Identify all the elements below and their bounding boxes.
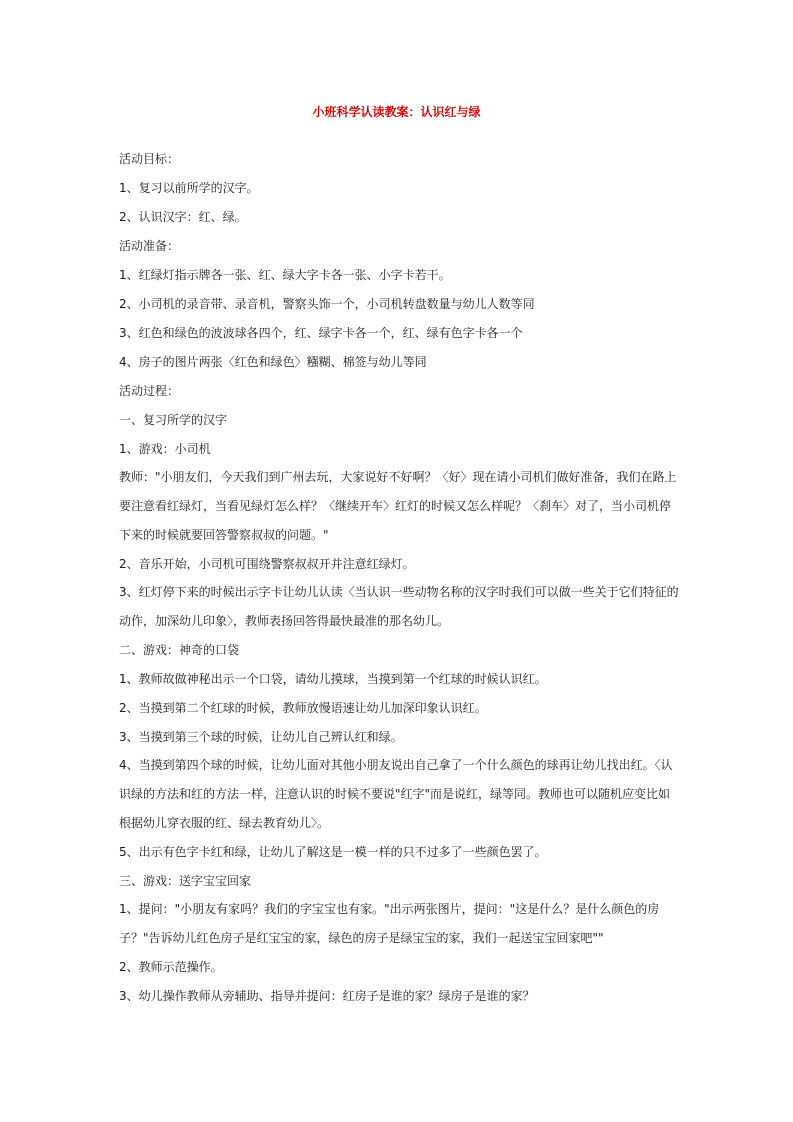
paragraph: 活动过程：	[119, 384, 180, 398]
paragraph: 三、游戏：送字宝宝回家	[119, 874, 252, 888]
document-title: 小班科学认读教案：认识红与绿	[312, 105, 481, 119]
paragraph: 4、房子的图片两张〈红色和绿色〉糨糊、棉签与幼儿等同	[119, 355, 427, 369]
paragraph: 3、红色和绿色的波波球各四个，红、绿字卡各一个，红、绿有色字卡各一个	[119, 326, 523, 340]
paragraph: 1、红绿灯指示牌各一张、红、绿大字卡各一张、小字卡若干。	[119, 268, 451, 282]
paragraph: 5、出示有色字卡红和绿，让幼儿了解这是一模一样的只不过多了一些颜色罢了。	[119, 845, 547, 859]
paragraph: 2、认识汉字：红、绿。	[119, 210, 247, 224]
document-body	[119, 150, 679, 1016]
paragraph: 4、当摸到第四个球的时候，让幼儿面对其他小朋友说出自己拿了一个什么颜色的球再让幼儿找出红。〈认识绿的方法和红的方法一样，注意认识的时候不要说"红字"而是说红，绿等同。教师也可以随机应变比如根据幼儿穿衣服的红、绿去教育幼儿〉。	[119, 758, 673, 830]
paragraph: 1、提问："小朋友有家吗？我们的字宝宝也有家。"出示两张图片，提问："这是什么？是什么颜色的房子？"告诉幼儿红色房子是红宝宝的家，绿色的房子是绿宝宝的家，我们一起送宝宝回家吧""	[119, 902, 660, 945]
paragraph: 1、游戏：小司机	[119, 442, 211, 456]
paragraph: 1、复习以前所学的汉字。	[119, 181, 259, 195]
paragraph: 3、幼儿操作教师从旁辅助、指导并提问：红房子是谁的家？绿房子是谁的家？	[119, 989, 535, 1003]
paragraph: 3、红灯停下来的时候出示字卡让幼儿认读〈当认识一些动物名称的汉字时我们可以做一些关于它们特征的动作，加深幼儿印象〉，教师表扬回答得最快最准的那名幼儿。	[119, 585, 679, 628]
paragraph: 2、当摸到第二个红球的时候，教师放慢语速让幼儿加深印象认识红。	[119, 701, 487, 715]
paragraph: 活动准备：	[119, 239, 180, 253]
paragraph: 2、小司机的录音带、录音机，警察头饰一个，小司机转盘数量与幼儿人数等同	[119, 297, 535, 311]
paragraph: 活动目标：	[119, 152, 180, 166]
paragraph: 一、复习所学的汉字	[119, 413, 228, 427]
paragraph: 1、教师故做神秘出示一个口袋，请幼儿摸球，当摸到第一个红球的时候认识红。	[119, 672, 547, 686]
paragraph: 2、音乐开始，小司机可围绕警察叔叔开并注意红绿灯。	[119, 557, 415, 571]
paragraph: 2、教师示范操作。	[119, 960, 223, 974]
paragraph: 二、游戏：神奇的口袋	[119, 643, 240, 657]
paragraph: 3、当摸到第三个球的时候，让幼儿自己辨认红和绿。	[119, 730, 403, 744]
paragraph: 教师："小朋友们，今天我们到广州去玩，大家说好不好啊？〈好〉现在请小司机们做好准备，我们在路上要注意看红绿灯，当看见绿灯怎么样？〈继续开车〉红灯的时候又怎么样呢？〈刹车〉对了，当小司机停下来的时候就要回答警察叔叔的问题。"	[119, 470, 677, 542]
